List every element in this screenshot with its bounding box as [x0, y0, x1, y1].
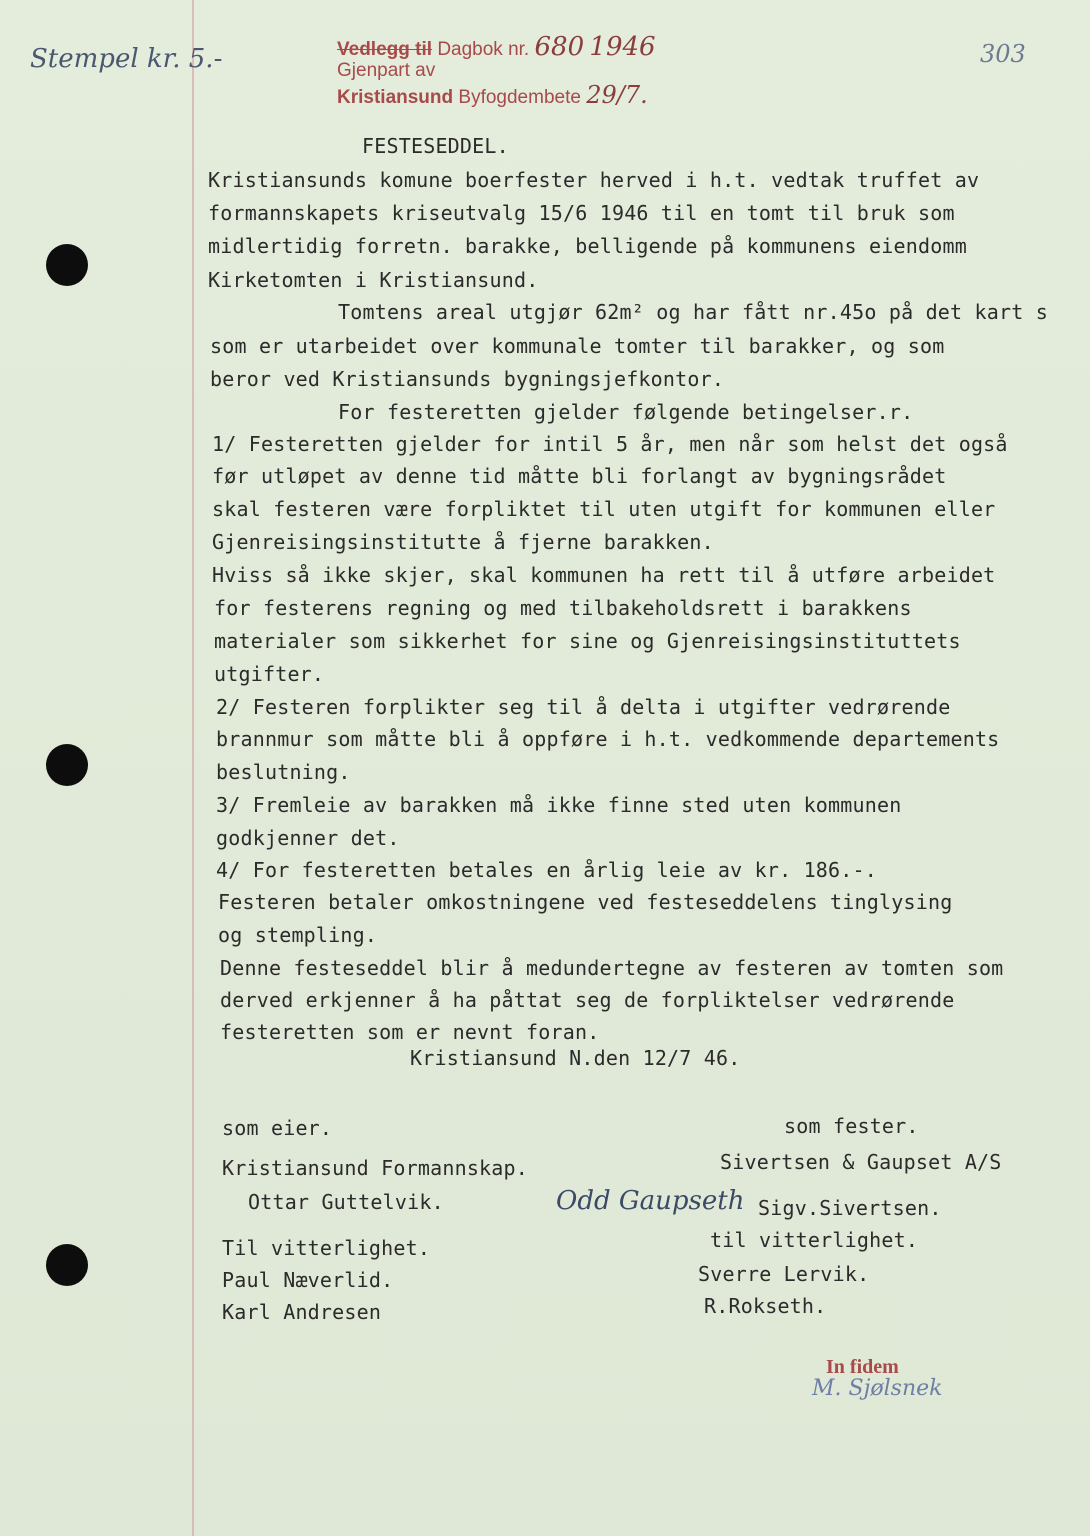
owner-name: Kristiansund Formannskap. [222, 1156, 529, 1180]
body-line: for festerens regning og med tilbakeholdsrett i barakkens [214, 596, 912, 620]
stamp-city: Kristiansund [337, 87, 454, 108]
place-date: Kristiansund N.den 12/7 46. [410, 1046, 741, 1070]
stamp-year: 1946 [589, 32, 656, 62]
stamp-number: 680 [534, 32, 585, 62]
body-line: brannmur som måtte bli å oppføre i h.t. vedkommende departements [216, 727, 1000, 751]
punch-hole-middle [46, 744, 88, 786]
body-line: derved erkjenner å ha påttat seg de forpliktelser vedrørende [220, 988, 955, 1012]
body-line: 3/ Fremleie av barakken må ikke finne sted uten kommunen [216, 793, 902, 817]
body-line: Denne festeseddel blir å medundertegne av festeren av tomten som [220, 956, 1004, 980]
handwritten-signature: Odd Gaupseth [556, 1186, 745, 1216]
body-line: 2/ Festeren forplikter seg til å delta i utgifter vedrørende [216, 695, 951, 719]
page-number: 303 [980, 40, 1026, 68]
body-line: Hviss så ikke skjer, skal kommunen ha rett til å utføre arbeidet [212, 563, 996, 587]
lessee-witness-2: R.Rokseth. [704, 1294, 827, 1318]
body-line: godkjenner det. [216, 826, 400, 850]
body-line: som er utarbeidet over kommunale tomter til barakker, og som [210, 334, 945, 358]
lessee-label: som fester. [784, 1114, 919, 1138]
body-line: Gjenreisingsinstitutte å fjerne barakken. [212, 530, 714, 554]
body-line: For festeretten gjelder følgende betingelser.r. [338, 400, 914, 424]
margin-note: Stempel kr. 5.- [30, 44, 223, 74]
lessee-witness-1: Sverre Lervik. [698, 1262, 870, 1286]
body-line: Tomtens areal utgjør 62m² og har fått nr.45o på det kart s [338, 300, 1048, 324]
body-line: beslutning. [216, 760, 351, 784]
margin-rule [192, 0, 194, 1536]
owner-signatory: Ottar Guttelvik. [248, 1190, 444, 1214]
body-line: Festeren betaler omkostningene ved festeseddelens tinglysing [218, 890, 953, 914]
body-line: materialer som sikkerhet for sine og Gjenreisingsinstituttets [214, 629, 961, 653]
stamp-office: Byfogdembete [458, 87, 581, 108]
stamp-dagbok: Dagbok nr. [437, 39, 530, 60]
body-line: Kirketomten i Kristiansund. [208, 268, 539, 292]
stamp-date: 29/7. [586, 81, 648, 109]
punch-hole-top [46, 244, 88, 286]
body-line: skal festeren være forpliktet til uten utgift for kommunen eller [212, 497, 996, 521]
body-line: utgifter. [214, 662, 325, 686]
body-line: 4/ For festeretten betales en årlig leie av kr. 186.-. [216, 858, 878, 882]
lessee-signatory: Sigv.Sivertsen. [758, 1196, 942, 1220]
body-line: og stempling. [218, 923, 378, 947]
body-line: før utløpet av denne tid måtte bli forlangt av bygningsrådet [212, 464, 947, 488]
body-line: formannskapets kriseutvalg 15/6 1946 til en tomt til bruk som [208, 201, 955, 225]
document-title: FESTESEDDEL. [362, 134, 509, 158]
body-line: festeretten som er nevnt foran. [220, 1020, 600, 1044]
lessee-company: Sivertsen & Gaupset A/S [720, 1150, 1002, 1174]
body-line: midlertidig forretn. barakke, belligende på kommunens eiendomm [208, 234, 967, 258]
body-line: beror ved Kristiansunds bygningsjefkontor. [210, 367, 725, 391]
body-line: 1/ Festeretten gjelder for intil 5 år, men når som helst det også [212, 432, 1008, 456]
owner-witness-2: Karl Andresen [222, 1300, 382, 1324]
owner-label: som eier. [222, 1116, 333, 1140]
stamp-prefix: Vedlegg til [337, 39, 433, 60]
in-fidem-stamp: In fidem [826, 1356, 899, 1378]
certifier-signature: M. Sjølsnek [812, 1376, 943, 1401]
owner-witness-1: Paul Næverlid. [222, 1268, 394, 1292]
lessee-witness-label: til vitterlighet. [710, 1228, 919, 1252]
stamp-gjenpart: Gjenpart av [337, 60, 436, 81]
owner-witness-label: Til vitterlighet. [222, 1236, 431, 1260]
punch-hole-bottom [46, 1244, 88, 1286]
body-line: Kristiansunds komune boerfester herved i h.t. vedtak truffet av [208, 168, 980, 192]
